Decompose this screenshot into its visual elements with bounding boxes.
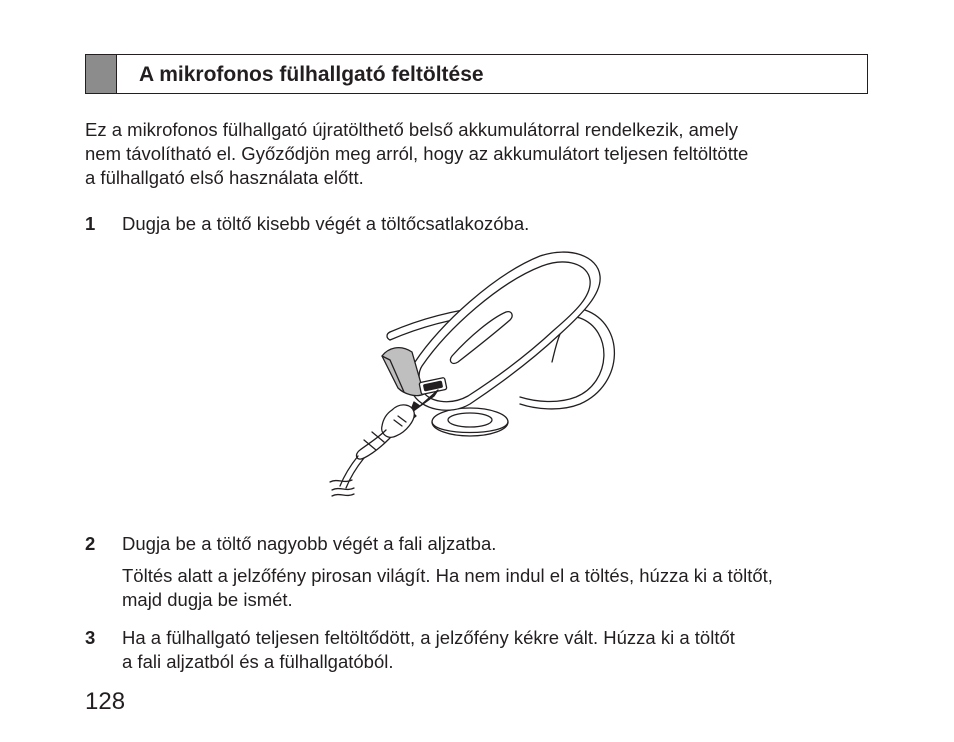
step-number: 1	[85, 213, 96, 234]
step-note	[122, 564, 882, 612]
step-number: 2	[85, 533, 96, 554]
step-text: Ha a fülhallgató teljesen feltöltődött, a jelzőfény kékre vált. Húzza ki a töltőt	[122, 627, 735, 648]
intro-line: a fülhallgató első használata előtt.	[85, 167, 364, 188]
step-text: a fali aljzatból és a fülhallgatóból.	[122, 651, 394, 672]
intro-paragraph	[85, 118, 875, 190]
step-text: Dugja be a töltő kisebb végét a töltőcsatlakozóba.	[122, 213, 530, 234]
section-title-box	[85, 54, 868, 94]
headset-charging-illustration	[320, 244, 630, 504]
title-marker	[86, 55, 117, 93]
section-title: A mikrofonos fülhallgató feltöltése	[139, 63, 484, 86]
step-number: 3	[85, 627, 96, 648]
step-text: Dugja be a töltő nagyobb végét a fali aljzatba.	[122, 533, 497, 554]
intro-line: Ez a mikrofonos fülhallgató újratölthető belső akkumulátorral rendelkezik, amely	[85, 119, 738, 140]
note-line: Töltés alatt a jelzőfény pirosan világít. Ha nem indul el a töltés, húzza ki a töltőt,	[122, 565, 773, 586]
note-line: majd dugja be ismét.	[122, 589, 293, 610]
intro-line: nem távolítható el. Győződjön meg arról, hogy az akkumulátort teljesen feltöltötte	[85, 143, 749, 164]
page-number: 128	[85, 688, 126, 715]
